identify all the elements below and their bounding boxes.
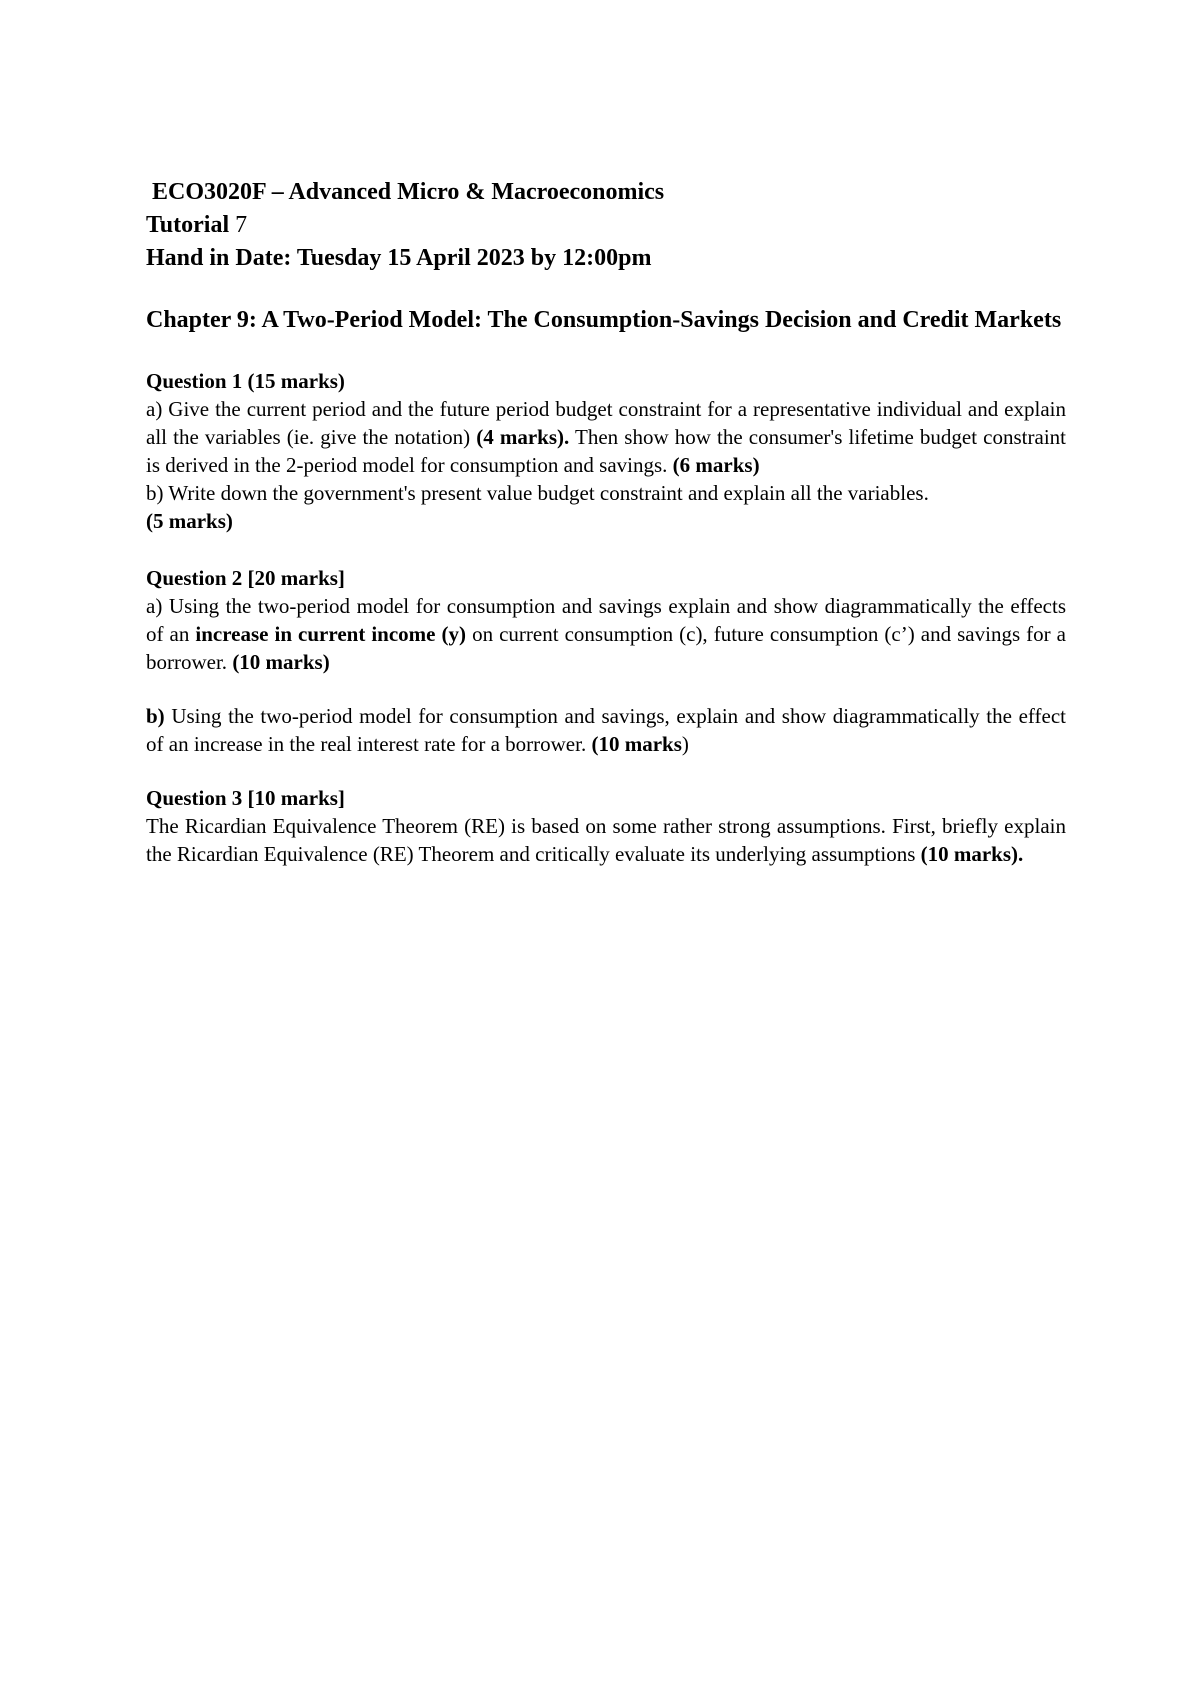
tutorial-number: 7 — [235, 212, 248, 238]
question-2-title: Question 2 [20 marks] — [146, 566, 345, 590]
question-3-title — [146, 784, 1066, 812]
q3-marks: (10 marks). — [920, 842, 1024, 866]
q2b-text: Using the two-period model for consumption and savings, explain and show diagrammatically the effect of an increase in the real interest rate for a borrower. — [146, 704, 1066, 756]
q2b-marks: (10 marks — [591, 732, 682, 756]
q2a-text-1: a) Using the two-period model for consumption and savings explain and show diagrammatically the effects of an — [146, 594, 1066, 646]
hand-in-date: Hand in Date: Tuesday 15 April 2023 by 12:00pm — [146, 245, 652, 271]
question-3-text — [146, 812, 1066, 868]
q1a-text-2: Then show how the consumer's lifetime budget constraint is derived in the 2-period model for consumption and savings. — [146, 425, 1066, 477]
q1a-marks-1: (4 marks). — [476, 425, 570, 449]
q1a-text-1: a) Give the current period and the future period budget constraint for a representative individual and explain all the variables (ie. give the notation) — [146, 397, 1066, 449]
question-1a — [146, 395, 1066, 479]
question-1 — [146, 367, 1066, 535]
question-2a — [146, 592, 1066, 676]
q2b-label: b) — [146, 704, 165, 728]
q3-text: The Ricardian Equivalence Theorem (RE) is based on some rather strong assumptions. First, briefly explain the Ricardian Equivalence (RE) Theorem and critically evaluate its underlying assumptions — [146, 814, 1066, 866]
course-title: ECO3020F – Advanced Micro & Macroeconomics — [152, 179, 665, 205]
question-2b — [146, 702, 1066, 758]
q2a-marks: (10 marks) — [232, 650, 330, 674]
question-1-title: Question 1 (15 marks) — [146, 369, 345, 393]
question-1b — [146, 479, 1066, 535]
q2b-close: ) — [681, 732, 689, 756]
question-3 — [146, 784, 1066, 868]
q3-title-rest: [10 marks] — [242, 786, 345, 810]
tutorial-label: Tutorial — [146, 212, 230, 238]
q3-title-bold: Question 3 — [146, 786, 243, 810]
tutorial-line — [146, 209, 1066, 242]
question-2 — [146, 564, 1066, 758]
q2a-bold: increase in current income (y) — [195, 622, 467, 646]
q2a-text-2: on current consumption (c), future consumption (c’) and savings for a borrower. — [146, 622, 1066, 674]
q1a-marks-2: (6 marks) — [672, 453, 760, 477]
q1b-marks: (5 marks) — [146, 509, 233, 533]
document-page — [146, 176, 1066, 868]
q1b-text: b) Write down the government's present value budget constraint and explain all the variables. — [146, 481, 929, 505]
chapter-title: Chapter 9: A Two-Period Model: The Consumption-Savings Decision and Credit Markets — [146, 307, 1062, 333]
